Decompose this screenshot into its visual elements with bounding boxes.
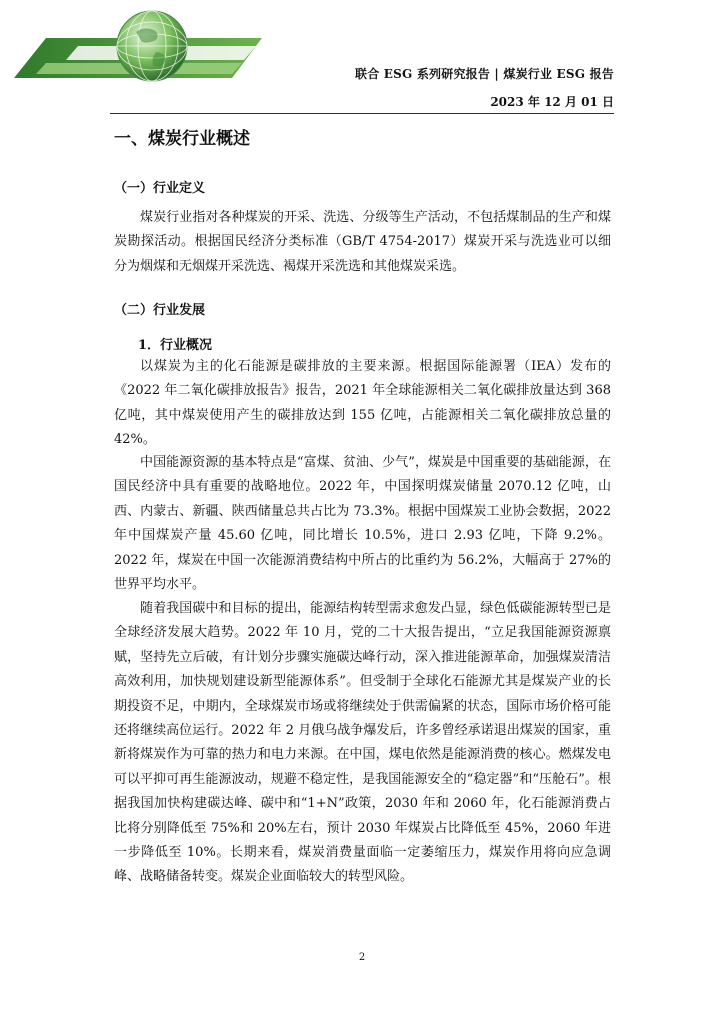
globe-logo-icon bbox=[6, 8, 268, 88]
subsection-development-title: （二）行业发展 bbox=[114, 303, 206, 318]
header-divider bbox=[110, 113, 614, 114]
subsection-definition-title: （一）行业定义 bbox=[114, 181, 206, 196]
industry-overview-title: 1．行业概况 bbox=[138, 338, 213, 353]
definition-paragraph: 煤炭行业指对各种煤炭的开采、洗选、分级等生产活动，不包括煤制品的生产和煤炭勘探活动。根据国民经济分类标准（GB/T 4754-2017）煤炭开采与洗选业可以细分为烟煤和无烟煤开采洗选、褐煤开采洗选和其他煤炭采选。 bbox=[114, 210, 611, 274]
paragraph-energy-transition: 随着我国碳中和目标的提出，能源结构转型需求愈发凸显，绿色低碳能源转型已是全球经济发展大趋势。2022 年 10 月，党的二十大报告提出，“立足我国能源资源禀赋，坚持先立后破，有计划分步骤实施碳达峰行动，深入推进能源革命，加强煤炭清洁高效利用，加快规划建设新型能源体系”。但受制于全球化石能源尤其是煤炭产业的长期投资不足，中期内，全球煤炭市场或将继续处于供需偏紧的状态，国际市场价格可能还将继续高位运行。2022 年 2 月俄乌战争爆发后，许多曾经承诺退出煤炭的国家，重新将煤炭作为可靠的热力和电力来源。在中国，煤电依然是能源消费的核心。燃煤发电可以平抑可再生能源波动，规避不稳定性，是我国能源安全的“稳定器”和“压舱石”。根据我国加快构建碳达峰、碳中和“1+N”政策，2030 年和 2060 年，化石能源消费占比将分别降低至 75%和 20%左右，预计 2030 年煤炭占比降低至 45%，2060 年进一步降低至 10%。长期来看，煤炭消费量面临一定萎缩压力，煤炭作用将向应急调峰、战略储备转变。煤炭企业面临较大的转型风险。 bbox=[114, 601, 611, 885]
report-date: 2023 年 12 月 01 日 bbox=[490, 95, 614, 109]
paragraph-carbon-emissions: 以煤炭为主的化石能源是碳排放的主要来源。根据国际能源署（IEA）发布的《2022 年二氧化碳排放报告》报告，2021 年全球能源相关二氧化碳排放量达到 368 亿吨，其中煤炭使用产生的碳排放达到 155 亿吨，占能源相关二氧化碳排放总量的 42%。 bbox=[114, 359, 611, 448]
report-title: 联合 ESG 系列研究报告 | 煤炭行业 ESG 报告 bbox=[355, 67, 614, 81]
paragraph-china-energy: 中国能源资源的基本特点是“富煤、贫油、少气”，煤炭是中国重要的基础能源，在国民经济中具有重要的战略地位。2022 年，中国探明煤炭储量 2070.12 亿吨，山西、内蒙古、新疆、陕西储量总共占比为 73.3%。根据中国煤炭工业协会数据，2022 年中国煤炭产量 45.60 亿吨，同比增长 10.5%，进口 2.93 亿吨，下降 9.2%。2022 年，煤炭在中国一次能源消费结构中所占的比重约为 56.2%，大幅高于 27%的世界平均水平。 bbox=[114, 455, 611, 593]
page-number: 2 bbox=[358, 952, 366, 963]
section-title: 一、煤炭行业概述 bbox=[114, 129, 250, 149]
